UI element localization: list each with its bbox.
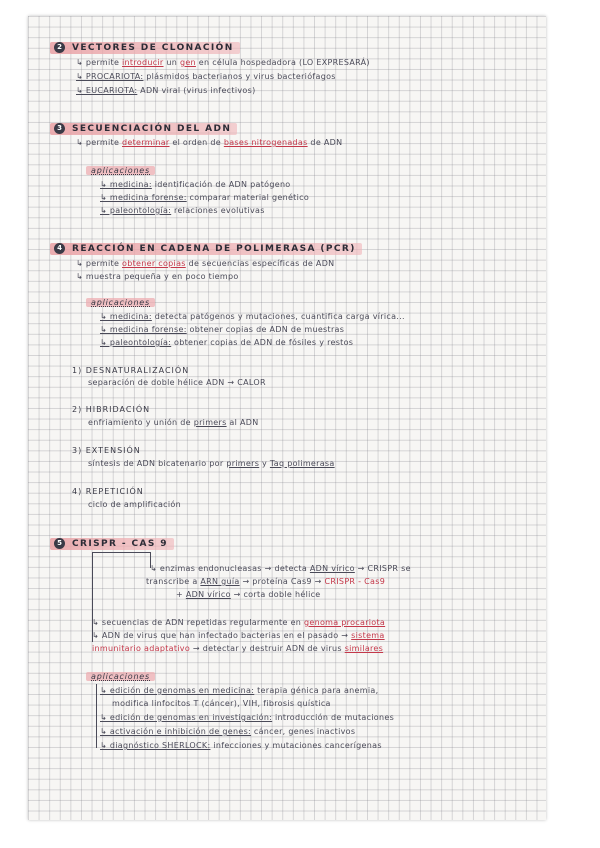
s5-a1a: ↳ edición de genomas en medicina: [100,686,255,695]
s3-a3b: relaciones evolutivas [171,206,265,215]
s5-a2b: introducción de mutaciones [272,713,395,722]
s5-a3b: cáncer, genes inactivos [251,727,356,736]
s4-p3db: primers [226,459,260,468]
s5-r1a: ↳ secuencias de ADN repetidas regularmente en [92,618,304,627]
s5-r1b: genoma procariota [304,618,386,627]
s3-app-3 [100,206,265,215]
s2-l1b: introducir [122,58,164,67]
s2-line-2 [76,72,336,81]
s5-e1b: ADN vírico [309,564,355,573]
s5-r3a: inmunitario adaptativo [92,644,191,653]
pcr-step-4-desc: ciclo de amplificación [88,500,181,509]
s3-a2b: comparar material genético [186,193,310,202]
section-4-header [50,243,362,255]
section-2-header [50,42,240,54]
s4-line-2: ↳ muestra pequeña y en poco tiempo [76,272,239,281]
s3-app-2 [100,193,309,202]
s4-p3da: síntesis de ADN bicatenario por [88,459,227,468]
s5-app-1 [100,686,378,695]
s4-a1b: detecta patógenos y mutaciones, cuantifica carga vírica... [151,312,405,321]
s5-a4b: infecciones y mutaciones cancerígenas [210,741,382,750]
section-3-title: SECUENCIACIÓN DEL ADN [72,124,232,134]
s5-app-1-cont: modifica linfocitos T (cáncer), VIH, fibrosis quística [112,699,331,708]
apps-tree-line [96,684,97,748]
s3-a3a: ↳ paleontología: [100,206,172,215]
pcr-step-3-desc [88,459,335,468]
s5-a4a: ↳ diagnóstico SHERLOCK: [100,741,211,750]
s4-p2dc: al ADN [226,418,259,427]
tree-line-main [92,552,93,642]
pcr-step-2-desc [88,418,259,427]
s3-a1a: ↳ medicina: [100,180,152,189]
s4-a2a: ↳ medicina forense: [100,325,187,334]
pcr-step-3-title: 3) EXTENSIÓN [72,446,141,455]
s2-l2b: plásmidos bacterianos y virus bacteriófagos [143,72,336,81]
pcr-step-1-title: 1) DESNATURALIZACIÓN [72,366,190,375]
s5-enzyme-1 [150,564,411,573]
notebook-page [28,16,546,820]
s5-repeat-2 [92,631,385,640]
s2-l1d: gen [179,58,196,67]
section-4-number: 4 [54,243,65,254]
s5-e1a: ↳ enzimas endonucleasas → detecta [150,564,310,573]
section-5-number: 5 [54,538,65,549]
s5-a1b: terapia génica para anemia, [254,686,379,695]
s5-enzyme-2 [146,577,385,586]
s4-line-1 [76,259,334,268]
s5-app-4 [100,741,382,750]
s4-p2da: enfriamiento y unión de [88,418,194,427]
pcr-step-1-desc: separación de doble hélice ADN → CALOR [88,378,266,387]
s5-repeat-1 [92,618,385,627]
s3-l1e: de ADN [307,138,343,147]
s4-l1c: de secuencias específicas de ADN [185,259,335,268]
s4-a2b: obtener copias de ADN de muestras [186,325,345,334]
s4-a3b: obtener copias de ADN de fósiles y restos [171,338,354,347]
s5-e2a: transcribe a [146,577,201,586]
s2-l1c: un [163,58,180,67]
s5-r2a: ↳ ADN de virus que han infectado bacterias en el pasado → [92,631,352,640]
section-3-number: 3 [54,123,65,134]
s5-app-2 [100,713,394,722]
s5-enzyme-3 [176,590,321,599]
s4-p2db: primers [193,418,227,427]
s4-app-3 [100,338,353,347]
s2-l2a: ↳ PROCARIOTA: [76,72,144,81]
s5-r2b: sistema [351,631,385,640]
s4-l1a: ↳ permite [76,259,123,268]
pcr-step-2-title: 2) HIBRIDACIÓN [72,405,151,414]
s3-app-1 [100,180,291,189]
s5-e2c: → proteína Cas9 → [239,577,325,586]
s3-line-1 [76,138,342,147]
section-2-number: 2 [54,42,65,53]
s5-r3c: similares [344,644,384,653]
s5-e3a: + [176,590,186,599]
s2-line-1 [76,58,370,67]
section-4-title: REACCIÓN EN CADENA DE POLIMERASA (PCR) [72,244,356,254]
s5-e3c: → corta doble hélice [230,590,321,599]
section-3-header [50,123,237,135]
s4-applications-label: aplicaciones [86,298,155,307]
s4-p3dc: y [259,459,270,468]
s2-l3a: ↳ EUCARIOTA: [76,86,138,95]
s4-p3dd: Taq polimerasa [269,459,335,468]
s5-e2b: ARN guía [200,577,240,586]
s4-app-2 [100,325,344,334]
s5-a3a: ↳ activación e inhibición de genes: [100,727,252,736]
s5-e1c: → CRISPR se [354,564,411,573]
s5-e3b: ADN vírico [185,590,231,599]
s3-l1b: determinar [122,138,170,147]
s2-l1a: ↳ permite [76,58,123,67]
section-5-header [50,538,174,550]
s3-l1c: el orden de [169,138,224,147]
s5-applications-label: aplicaciones [86,672,155,681]
s2-l3b: ADN viral (virus infectivos) [137,86,256,95]
s2-l1e: en célula hospedadora (LO EXPRESARÁ) [195,58,370,67]
s3-l1d: bases nitrogenadas [223,138,308,147]
section-2-title: VECTORES DE CLONACIÓN [72,43,234,53]
s5-repeat-3 [92,644,383,653]
s2-line-3 [76,86,256,95]
s4-a3a: ↳ paleontología: [100,338,172,347]
s5-a2a: ↳ edición de genomas en investigación: [100,713,273,722]
s5-app-3 [100,727,355,736]
s4-app-1 [100,312,405,321]
s4-l1b: obtener copias [122,259,186,268]
section-5-title: CRISPR - CAS 9 [72,539,168,549]
tree-line-top [92,552,150,553]
s4-a1a: ↳ medicina: [100,312,152,321]
s5-e2d: CRISPR - Cas9 [324,577,386,586]
s3-applications-label: aplicaciones [86,166,155,175]
pcr-step-4-title: 4) REPETICIÓN [72,487,144,496]
s3-l1a: ↳ permite [76,138,123,147]
s3-a2a: ↳ medicina forense: [100,193,187,202]
s5-r3b: → detectar y destruir ADN de virus [190,644,345,653]
s3-a1b: identificación de ADN patógeno [151,180,291,189]
